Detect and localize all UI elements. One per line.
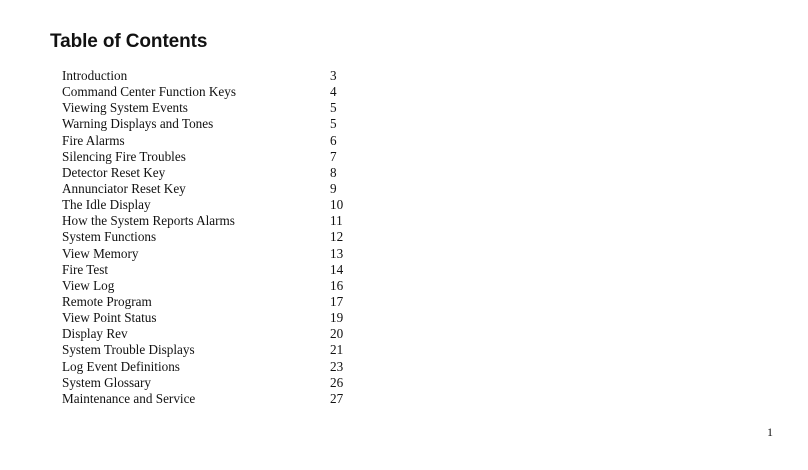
toc-entry[interactable] [62,84,362,100]
toc-entry[interactable] [62,68,362,84]
toc-entry-label: Display Rev [62,326,128,342]
toc-entry[interactable] [62,326,362,342]
toc-entry-label: Log Event Definitions [62,358,180,374]
toc-entry-page: 12 [330,229,344,245]
toc-entry[interactable] [62,278,362,294]
toc-entry-label: View Memory [62,245,139,261]
toc-entry-label: Warning Displays and Tones [62,116,214,132]
toc-entry-page: 19 [330,310,344,326]
toc-entry-label: System Functions [62,229,157,245]
toc-entry[interactable] [62,149,362,165]
toc-entry[interactable] [62,310,362,326]
toc-entry-label: The Idle Display [62,197,151,213]
toc-list [62,68,362,407]
toc-entry-page: 17 [330,293,344,309]
toc-entry[interactable] [62,100,362,116]
toc-entry-page: 13 [330,245,344,261]
toc-entry[interactable] [62,229,362,245]
toc-entry[interactable] [62,133,362,149]
toc-entry-page: 4 [330,84,337,100]
toc-entry[interactable] [62,342,362,358]
toc-entry-page: 20 [330,326,344,342]
toc-entry-label: Silencing Fire Troubles [62,148,186,164]
toc-entry-page: 10 [330,197,344,213]
toc-entry-page: 7 [330,148,337,164]
toc-entry-label: View Log [62,277,115,293]
toc-entry[interactable] [62,294,362,310]
toc-entry-label: Maintenance and Service [62,390,196,406]
toc-entry-page: 26 [330,374,344,390]
toc-entry[interactable] [62,375,362,391]
toc-entry[interactable] [62,165,362,181]
toc-entry[interactable] [62,246,362,262]
toc-entry-label: Command Center Function Keys [62,84,236,100]
toc-entry-page: 16 [330,277,344,293]
toc-entry-page: 27 [330,390,344,406]
toc-entry-page: 3 [330,68,337,83]
toc-entry-label: Viewing System Events [62,100,188,116]
toc-entry-label: Fire Test [62,261,109,277]
toc-entry[interactable] [62,116,362,132]
toc-entry-page: 9 [330,180,337,196]
toc-entry-label: Detector Reset Key [62,164,166,180]
toc-entry-page: 11 [330,213,343,229]
toc-entry-label: Introduction [62,68,128,83]
toc-entry-page: 8 [330,164,337,180]
toc-entry-page: 5 [330,116,337,132]
toc-entry-label: View Point Status [62,310,157,326]
toc-entry-label: Remote Program [62,293,152,309]
page-title: Table of Contents [50,31,208,52]
toc-entry-page: 23 [330,358,344,374]
toc-entry[interactable] [62,181,362,197]
toc-entry-label: Annunciator Reset Key [62,180,186,196]
toc-entry[interactable] [62,262,362,278]
toc-entry-page: 21 [330,342,344,358]
toc-entry-label: System Glossary [62,374,152,390]
toc-entry-label: Fire Alarms [62,132,125,148]
toc-entry-label: System Trouble Displays [62,342,195,358]
toc-entry-label: How the System Reports Alarms [62,213,235,229]
toc-entry[interactable] [62,213,362,229]
toc-entry[interactable] [62,359,362,375]
toc-entry[interactable] [62,197,362,213]
toc-entry[interactable] [62,391,362,407]
toc-entry-page: 14 [330,261,344,277]
page-number: 1 [767,425,773,439]
toc-entry-page: 6 [330,132,337,148]
toc-entry-page: 5 [330,100,337,116]
